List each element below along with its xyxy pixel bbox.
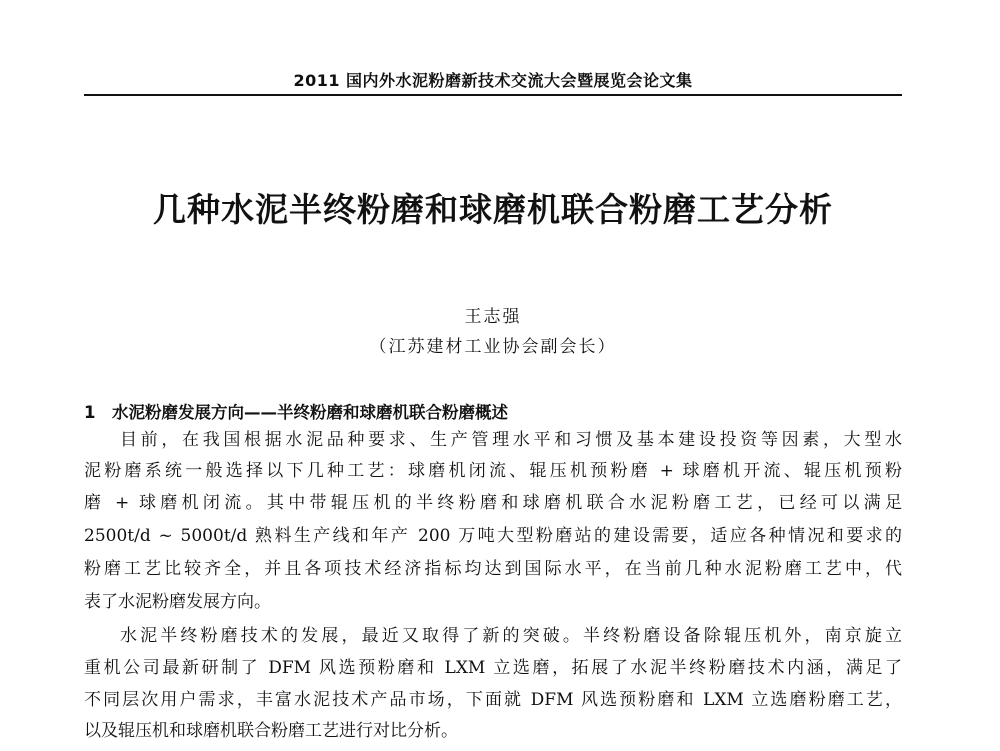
header-rule (84, 94, 902, 96)
paragraph-line: 粉磨工艺比较齐全，并且各项技术经济指标均达到国际水平，在当前几种水泥粉磨工艺中，代 (84, 559, 902, 579)
running-header: 2011 国内外水泥粉磨新技术交流大会暨展览会论文集 (293, 71, 693, 90)
section-title: 水泥粉磨发展方向——半终粉磨和球磨机联合粉磨概述 (112, 403, 508, 422)
paragraph-line: 表了水泥粉磨发展方向。 (84, 592, 271, 612)
section-number: 1 (84, 403, 96, 422)
paragraph-line: 泥粉磨系统一般选择以下几种工艺：球磨机闭流、辊压机预粉磨 + 球磨机开流、辊压机预粉 (84, 461, 902, 481)
paragraph-line: 重机公司最新研制了 DFM 风选预粉磨和 LXM 立选磨，拓展了水泥半终粉磨技术内涵，满足了 (84, 658, 902, 678)
paragraph-line: 目前，在我国根据水泥品种要求、生产管理水平和习惯及基本建设投资等因素，大型水 (120, 430, 902, 450)
section-heading (84, 399, 902, 423)
paper-title: 几种水泥半终粉磨和球磨机联合粉磨工艺分析 (153, 190, 833, 229)
author-name: 王志强 (464, 307, 522, 327)
paragraph-line: 不同层次用户需求，丰富水泥技术产品市场，下面就 DFM 风选预粉磨和 LXM 立选磨粉磨工艺， (84, 690, 902, 710)
paragraph-line: 2500t/d ~ 5000t/d 熟料生产线和年产 200 万吨大型粉磨站的建设需要，适应各种情况和要求的 (84, 526, 902, 546)
paragraph-line: 以及辊压机和球磨机联合粉磨工艺进行对比分析。 (84, 721, 458, 741)
paragraph-line: 磨 + 球磨机闭流。其中带辊压机的半终粉磨和球磨机联合水泥粉磨工艺，已经可以满足 (84, 493, 902, 513)
author-affiliation: （江苏建材工业协会副会长） (369, 337, 617, 357)
paragraph-line: 水泥半终粉磨技术的发展，最近又取得了新的突破。半终粉磨设备除辊压机外，南京旋立 (120, 626, 902, 646)
